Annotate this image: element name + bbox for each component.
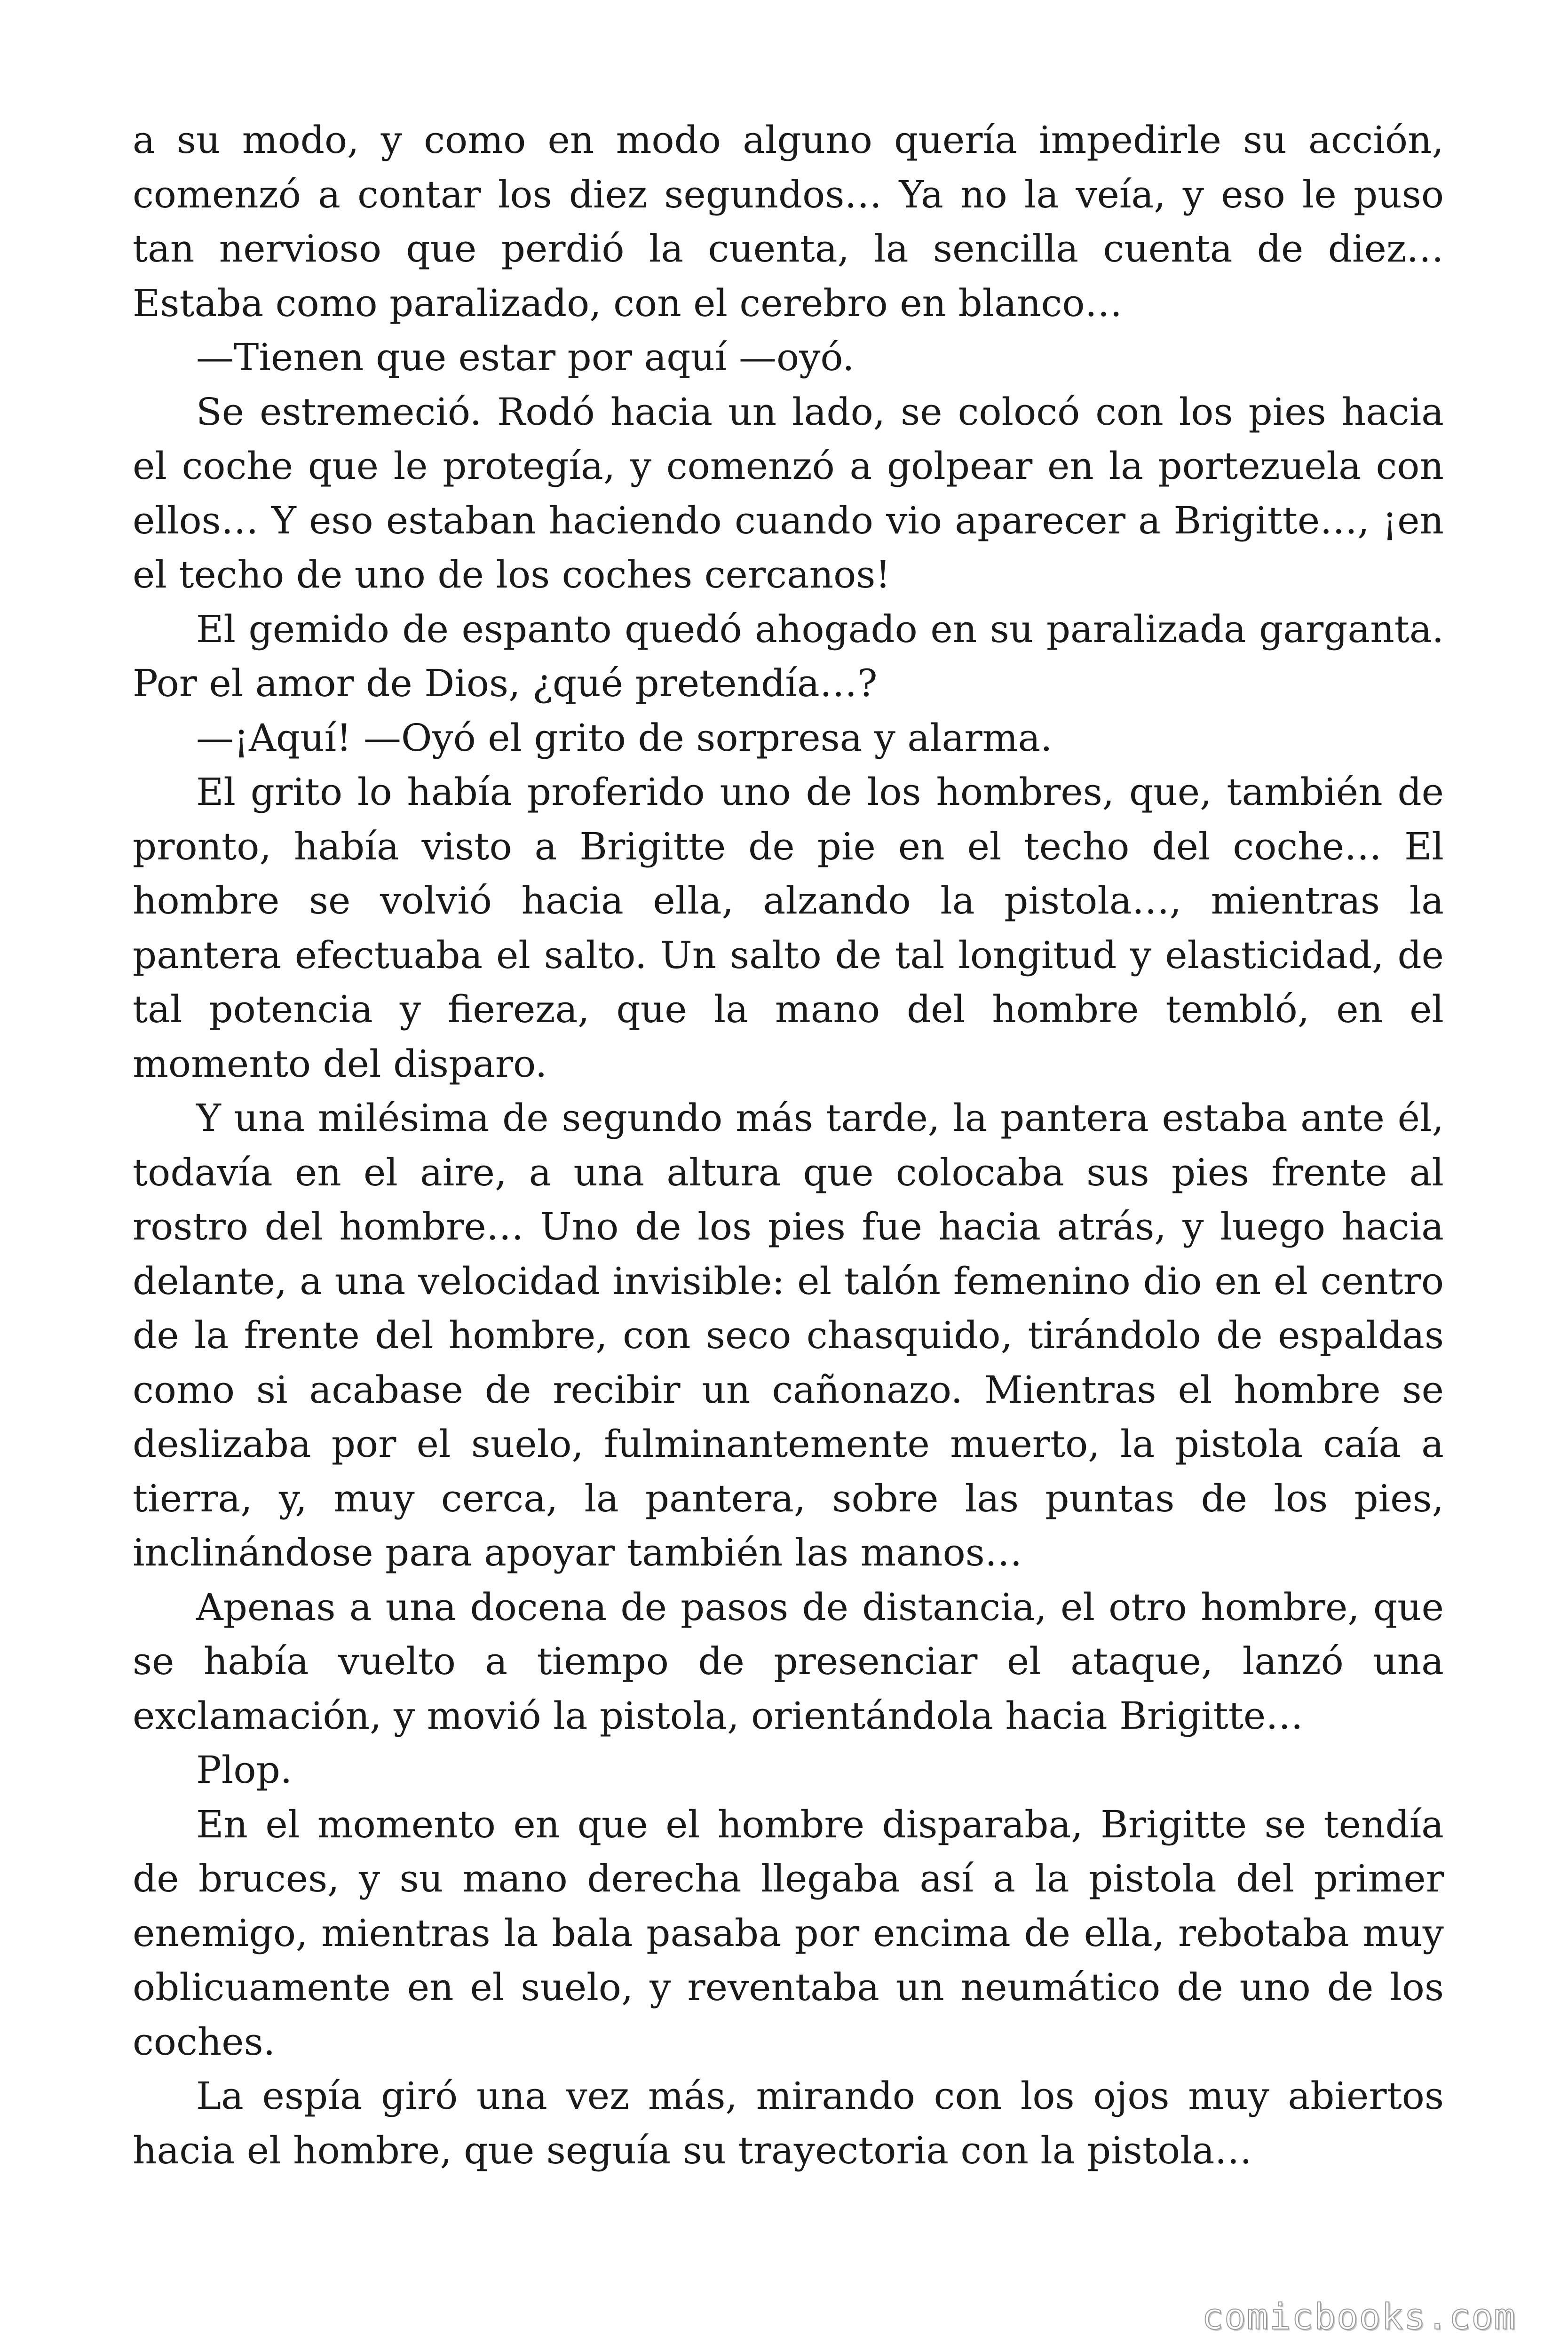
paragraph: —Tienen que estar por aquí —oyó. xyxy=(196,335,855,379)
paragraph: Y una milésima de segundo más tarde, la pantera estaba ante él, todavía en el aire, a una altura que colocaba sus pies frente al rostro del hombre… Uno de los pies fue hacia atrás, y luego hacia delante, a una velocidad invisible: el talón femenino dio en el centro de la frente del hombre, con seco chasquido, tirándolo de espaldas como si acabase de recibir un cañonazo. Mientras el hombre se deslizaba por el suelo, fulminantemente muerto, la pistola caía a tierra, y, muy cerca, la pantera, sobre las puntas de los pies, inclinándose para apoyar también las manos… xyxy=(133,1096,1444,1574)
paragraph: a su modo, y como en modo alguno quería impedirle su acción, comenzó a contar los diez segundos… Ya no la veía, y eso le puso tan nervioso que perdió la cuenta, la sencilla cuenta de diez… Estaba como paralizado, con el cerebro en blanco… xyxy=(133,118,1444,325)
paragraph: Plop. xyxy=(196,1748,293,1792)
paragraph: —¡Aquí! —Oyó el grito de sorpresa y alarma. xyxy=(196,715,1053,760)
body-text xyxy=(133,113,1444,2177)
paragraph: El gemido de espanto quedó ahogado en su paralizada garganta. Por el amor de Dios, ¿qué pretendía…? xyxy=(133,607,1444,705)
watermark: comicbooks.com xyxy=(1202,2296,1516,2337)
paragraph: La espía giró una vez más, mirando con los ojos muy abiertos hacia el hombre, que seguía su trayectoria con la pistola… xyxy=(133,2074,1444,2172)
paragraph: El grito lo había proferido uno de los hombres, que, también de pronto, había visto a Brigitte de pie en el techo del coche… El hombre se volvió hacia ella, alzando la pistola…, mientras la pantera efectuaba el salto. Un salto de tal longitud y elasticidad, de tal potencia y fiereza, que la mano del hombre tembló, en el momento del disparo. xyxy=(133,770,1444,1086)
paragraph: Se estremeció. Rodó hacia un lado, se colocó con los pies hacia el coche que le protegía, y comenzó a golpear en la portezuela con ellos… Y eso estaban haciendo cuando vio aparecer a Brigitte…, ¡en el techo de uno de los coches cercanos! xyxy=(133,389,1444,596)
paragraph: En el momento en que el hombre disparaba, Brigitte se tendía de bruces, y su mano derecha llegaba así a la pistola del primer enemigo, mientras la bala pasaba por encima de ella, rebotaba muy oblicuamente en el suelo, y reventaba un neumático de uno de los coches. xyxy=(133,1802,1444,2064)
paragraph: Apenas a una docena de pasos de distancia, el otro hombre, que se había vuelto a tiempo de presenciar el ataque, lanzó una exclamación, y movió la pistola, orientándola hacia Brigitte… xyxy=(133,1585,1444,1738)
